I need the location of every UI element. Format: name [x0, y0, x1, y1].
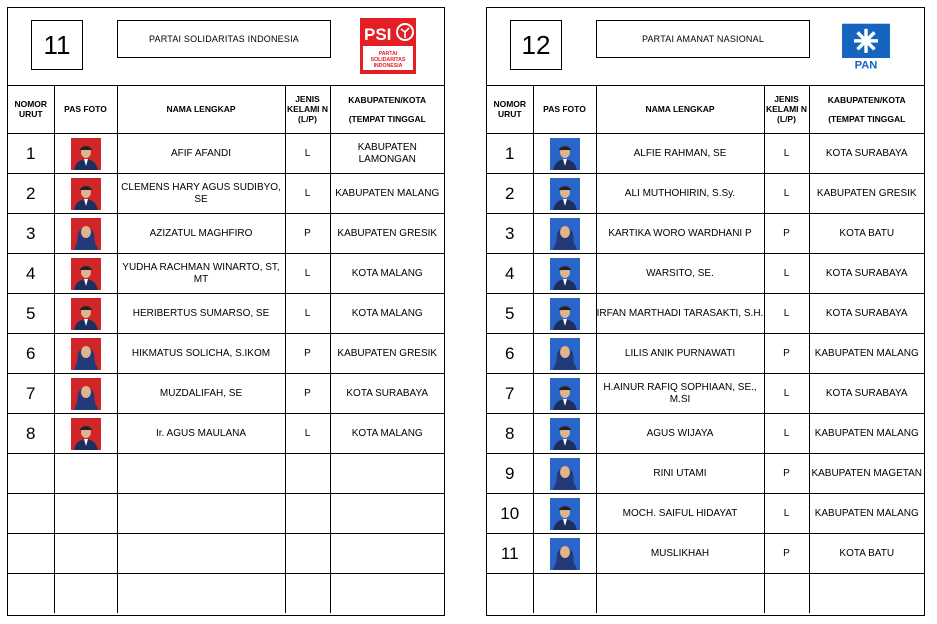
- candidate-photo: [54, 254, 117, 294]
- candidate-name: H.AINUR RAFIQ SOPHIAAN, SE., M.SI: [596, 374, 764, 414]
- candidate-photo: [54, 134, 117, 174]
- nomor-urut: 3: [8, 214, 54, 254]
- candidate-photo: [54, 374, 117, 414]
- empty-row: [8, 454, 444, 494]
- candidate-gender: L: [764, 414, 809, 454]
- candidate-city: KABUPATEN GRESIK: [330, 214, 444, 254]
- svg-text:PARTAI: PARTAI: [378, 51, 398, 57]
- candidate-photo: [533, 214, 596, 254]
- empty-cell: [117, 494, 285, 534]
- candidate-photo: [54, 214, 117, 254]
- nomor-urut: 2: [487, 174, 533, 214]
- col-header-nomor: NOMOR URUT: [8, 85, 54, 134]
- nomor-urut: 4: [8, 254, 54, 294]
- candidate-name: LILIS ANIK PURNAWATI: [596, 334, 764, 374]
- table-row: [8, 174, 444, 214]
- empty-cell: [809, 574, 924, 614]
- candidate-photo: [533, 254, 596, 294]
- candidate-photo: [533, 454, 596, 494]
- candidate-photo: [54, 294, 117, 334]
- empty-row: [8, 574, 444, 614]
- candidate-photo: [533, 534, 596, 574]
- candidate-name: AZIZATUL MAGHFIRO: [117, 214, 285, 254]
- pan-logo-text: PAN: [854, 59, 878, 72]
- candidate-gender: P: [285, 214, 330, 254]
- nomor-urut: 5: [487, 294, 533, 334]
- candidate-gender: L: [764, 294, 809, 334]
- candidate-name: HIKMATUS SOLICHA, S.IKOM: [117, 334, 285, 374]
- nomor-urut: 6: [487, 334, 533, 374]
- psi-logo-text: PSI: [364, 25, 392, 44]
- svg-text:INDONESIA: INDONESIA: [373, 63, 403, 69]
- candidate-city: KOTA MALANG: [330, 294, 444, 334]
- nomor-urut: 8: [8, 414, 54, 454]
- candidate-name: YUDHA RACHMAN WINARTO, ST, MT: [117, 254, 285, 294]
- nomor-urut: 10: [487, 494, 533, 534]
- party-header: [8, 8, 444, 86]
- candidate-photo: [533, 414, 596, 454]
- empty-row: [8, 494, 444, 534]
- candidate-city: KOTA SURABAYA: [330, 374, 444, 414]
- candidate-photo: [54, 414, 117, 454]
- candidate-city: KOTA BATU: [809, 534, 924, 574]
- candidate-photo: [533, 134, 596, 174]
- candidate-gender: P: [285, 334, 330, 374]
- candidate-city: KOTA SURABAYA: [809, 134, 924, 174]
- candidate-city: KABUPATEN LAMONGAN: [330, 134, 444, 174]
- party-header: [487, 8, 924, 86]
- candidate-gender: P: [764, 454, 809, 494]
- candidate-table: [8, 85, 444, 613]
- table-row: [8, 254, 444, 294]
- col-header-jenis: JENIS KELAMI N (L/P): [285, 85, 330, 134]
- nomor-urut: 7: [8, 374, 54, 414]
- candidate-gender: L: [764, 134, 809, 174]
- candidate-city: KABUPATEN MAGETAN: [809, 454, 924, 494]
- candidate-name: MUZDALIFAH, SE: [117, 374, 285, 414]
- nomor-urut: 1: [8, 134, 54, 174]
- party-panel-pan: [486, 7, 925, 616]
- nomor-urut: 5: [8, 294, 54, 334]
- empty-cell: [533, 574, 596, 614]
- candidate-city: KABUPATEN MALANG: [330, 174, 444, 214]
- party-panel-psi: [7, 7, 445, 616]
- candidate-city: KOTA MALANG: [330, 414, 444, 454]
- candidate-name: MOCH. SAIFUL HIDAYAT: [596, 494, 764, 534]
- col-header-kabupaten: KABUPATEN/KOTA (TEMPAT TINGGAL: [809, 85, 924, 134]
- party-name: PARTAI SOLIDARITAS INDONESIA: [117, 20, 331, 58]
- empty-cell: [8, 454, 54, 494]
- empty-cell: [596, 574, 764, 614]
- empty-cell: [117, 454, 285, 494]
- table-row: [487, 454, 924, 494]
- candidate-city: KABUPATEN GRESIK: [809, 174, 924, 214]
- table-row: [8, 334, 444, 374]
- empty-cell: [330, 454, 444, 494]
- empty-cell: [117, 574, 285, 614]
- candidate-name: AGUS WIJAYA: [596, 414, 764, 454]
- candidate-gender: L: [285, 134, 330, 174]
- candidate-gender: L: [285, 174, 330, 214]
- table-row: [487, 174, 924, 214]
- candidate-photo: [533, 174, 596, 214]
- psi-logo-icon: [360, 18, 416, 74]
- empty-row: [487, 574, 924, 614]
- empty-cell: [285, 574, 330, 614]
- table-row: [8, 374, 444, 414]
- empty-cell: [285, 454, 330, 494]
- nomor-urut: 6: [8, 334, 54, 374]
- party-name: PARTAI AMANAT NASIONAL: [596, 20, 810, 58]
- empty-cell: [8, 574, 54, 614]
- col-header-nama: NAMA LENGKAP: [117, 85, 285, 134]
- empty-cell: [8, 494, 54, 534]
- table-row: [487, 254, 924, 294]
- nomor-urut: 7: [487, 374, 533, 414]
- nomor-urut: 8: [487, 414, 533, 454]
- candidate-gender: P: [764, 334, 809, 374]
- col-header-foto: PAS FOTO: [54, 85, 117, 134]
- candidate-city: KOTA MALANG: [330, 254, 444, 294]
- candidate-name: Ir. AGUS MAULANA: [117, 414, 285, 454]
- candidate-gender: L: [764, 374, 809, 414]
- col-header-nomor: NOMOR URUT: [487, 85, 533, 134]
- table-row: [8, 214, 444, 254]
- candidate-photo: [54, 174, 117, 214]
- table-row: [487, 414, 924, 454]
- table-row: [8, 134, 444, 174]
- empty-cell: [54, 534, 117, 574]
- table-row: [487, 134, 924, 174]
- candidate-city: KABUPATEN MALANG: [809, 414, 924, 454]
- empty-cell: [8, 534, 54, 574]
- empty-cell: [54, 494, 117, 534]
- table-row: [487, 214, 924, 254]
- table-row: [487, 534, 924, 574]
- candidate-table: [487, 85, 924, 613]
- candidate-city: KABUPATEN MALANG: [809, 494, 924, 534]
- candidate-name: MUSLIKHAH: [596, 534, 764, 574]
- candidate-city: KABUPATEN MALANG: [809, 334, 924, 374]
- table-row: [487, 494, 924, 534]
- candidate-name: AFIF AFANDI: [117, 134, 285, 174]
- candidate-gender: L: [285, 294, 330, 334]
- candidate-name: ALFIE RAHMAN, SE: [596, 134, 764, 174]
- candidate-name: KARTIKA WORO WARDHANI P: [596, 214, 764, 254]
- candidate-photo: [533, 494, 596, 534]
- empty-cell: [54, 574, 117, 614]
- candidate-gender: P: [764, 534, 809, 574]
- candidate-photo: [533, 294, 596, 334]
- empty-cell: [117, 534, 285, 574]
- nomor-urut: 2: [8, 174, 54, 214]
- candidate-name: WARSITO, SE.: [596, 254, 764, 294]
- empty-cell: [330, 494, 444, 534]
- table-row: [8, 294, 444, 334]
- candidate-name: CLEMENS HARY AGUS SUDIBYO, SE: [117, 174, 285, 214]
- col-header-nama: NAMA LENGKAP: [596, 85, 764, 134]
- col-header-jenis: JENIS KELAMI N (L/P): [764, 85, 809, 134]
- empty-cell: [330, 534, 444, 574]
- col-header-kabupaten: KABUPATEN/KOTA (TEMPAT TINGGAL: [330, 85, 444, 134]
- empty-cell: [487, 574, 533, 614]
- table-row: [487, 374, 924, 414]
- empty-cell: [330, 574, 444, 614]
- candidate-gender: L: [764, 254, 809, 294]
- table-row: [487, 294, 924, 334]
- party-number: 12: [510, 20, 562, 70]
- nomor-urut: 3: [487, 214, 533, 254]
- nomor-urut: 11: [487, 534, 533, 574]
- party-number: 11: [31, 20, 83, 70]
- candidate-gender: L: [764, 494, 809, 534]
- candidate-city: KOTA BATU: [809, 214, 924, 254]
- empty-row: [8, 534, 444, 574]
- empty-cell: [54, 454, 117, 494]
- nomor-urut: 9: [487, 454, 533, 494]
- candidate-name: IRFAN MARTHADI TARASAKTI, S.H.: [596, 294, 764, 334]
- candidate-name: RINI UTAMI: [596, 454, 764, 494]
- candidate-photo: [533, 334, 596, 374]
- candidate-gender: L: [285, 254, 330, 294]
- candidate-gender: L: [285, 414, 330, 454]
- table-row: [487, 334, 924, 374]
- candidate-gender: L: [764, 174, 809, 214]
- empty-cell: [285, 534, 330, 574]
- candidate-gender: P: [764, 214, 809, 254]
- empty-cell: [764, 574, 809, 614]
- pan-logo-icon: [842, 18, 890, 74]
- candidate-name: ALI MUTHOHIRIN, S.Sy.: [596, 174, 764, 214]
- candidate-city: KOTA SURABAYA: [809, 374, 924, 414]
- candidate-photo: [54, 334, 117, 374]
- candidate-photo: [533, 374, 596, 414]
- nomor-urut: 4: [487, 254, 533, 294]
- candidate-name: HERIBERTUS SUMARSO, SE: [117, 294, 285, 334]
- candidate-gender: P: [285, 374, 330, 414]
- candidate-city: KOTA SURABAYA: [809, 254, 924, 294]
- nomor-urut: 1: [487, 134, 533, 174]
- table-row: [8, 414, 444, 454]
- candidate-city: KABUPATEN GRESIK: [330, 334, 444, 374]
- svg-text:SOLIDARITAS: SOLIDARITAS: [370, 57, 406, 63]
- candidate-city: KOTA SURABAYA: [809, 294, 924, 334]
- col-header-foto: PAS FOTO: [533, 85, 596, 134]
- empty-cell: [285, 494, 330, 534]
